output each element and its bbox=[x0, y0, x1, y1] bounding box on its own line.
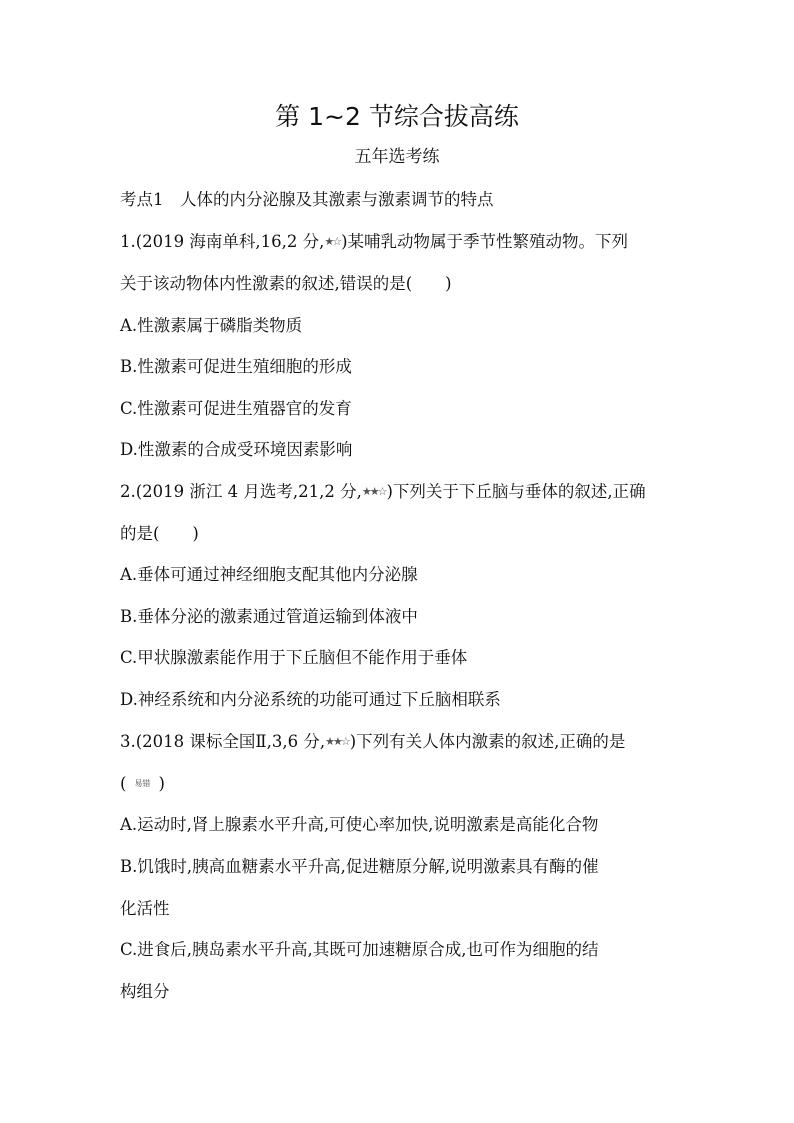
difficulty-stars-icon: ★★☆ bbox=[361, 485, 386, 498]
question-3-stem-line-2 bbox=[120, 772, 680, 796]
question-2-source: 2.(2019 浙江 4 月选考,21,2 分, bbox=[120, 482, 362, 501]
question-2-option-c: C.甲状腺激素能作用于下丘脑但不能作用于垂体 bbox=[120, 648, 468, 667]
page-subtitle: 五年选考练 bbox=[354, 147, 440, 167]
question-2-stem-line-2: 的是( ) bbox=[120, 524, 199, 543]
question-1-stem: )某哺乳动物属于季节性繁殖动物。下列 bbox=[341, 232, 629, 251]
question-3-option-b: B.饥饿时,胰高血糖素水平升高,促进糖原分解,说明激素具有酶的催 bbox=[120, 857, 599, 876]
question-2-option-a: A.垂体可通过神经细胞支配其他内分泌腺 bbox=[120, 565, 418, 584]
question-3-option-a: A.运动时,肾上腺素水平升高,可使心率加快,说明激素是高能化合物 bbox=[120, 815, 599, 834]
page-title: 第 1~2 节综合拔高练 bbox=[275, 102, 519, 131]
question-2-stem: )下列关于下丘脑与垂体的叙述,正确 bbox=[386, 482, 646, 501]
question-2-option-d: D.神经系统和内分泌系统的功能可通过下丘脑相联系 bbox=[120, 690, 501, 709]
section-heading: 考点1 人体的内分泌腺及其激素与激素调节的特点 bbox=[120, 190, 494, 209]
question-3-option-c-cont: 构组分 bbox=[120, 982, 170, 1001]
question-1-option-d: D.性激素的合成受环境因素影响 bbox=[120, 440, 353, 459]
question-3-option-b-cont: 化活性 bbox=[120, 899, 170, 918]
error-prone-tag: 易错 bbox=[134, 779, 151, 788]
question-3-stem-line-1 bbox=[120, 730, 680, 754]
question-3-source: 3.(2018 课标全国Ⅱ,3,6 分, bbox=[120, 732, 326, 751]
answer-paren-open: ( bbox=[120, 774, 127, 793]
question-2-option-b: B.垂体分泌的激素通过管道运输到体液中 bbox=[120, 607, 418, 626]
difficulty-stars-icon: ★★☆ bbox=[325, 735, 349, 748]
question-1-stem-line-1 bbox=[120, 230, 680, 254]
question-1-stem-line-2: 关于该动物体内性激素的叙述,错误的是( ) bbox=[120, 274, 452, 293]
question-1-option-c: C.性激素可促进生殖器官的发育 bbox=[120, 399, 352, 418]
question-3-option-c: C.进食后,胰岛素水平升高,其既可加速糖原合成,也可作为细胞的结 bbox=[120, 940, 599, 959]
question-3-stem: )下列有关人体内激素的叙述,正确的是 bbox=[349, 732, 626, 751]
question-1-option-a: A.性激素属于磷脂类物质 bbox=[120, 316, 303, 335]
question-1-source: 1.(2019 海南单科,16,2 分, bbox=[120, 232, 325, 251]
question-2-stem-line-1 bbox=[120, 480, 680, 504]
question-1-option-b: B.性激素可促进生殖细胞的形成 bbox=[120, 357, 352, 376]
difficulty-stars-icon: ★☆ bbox=[324, 235, 341, 248]
answer-paren-close: ) bbox=[158, 774, 165, 793]
